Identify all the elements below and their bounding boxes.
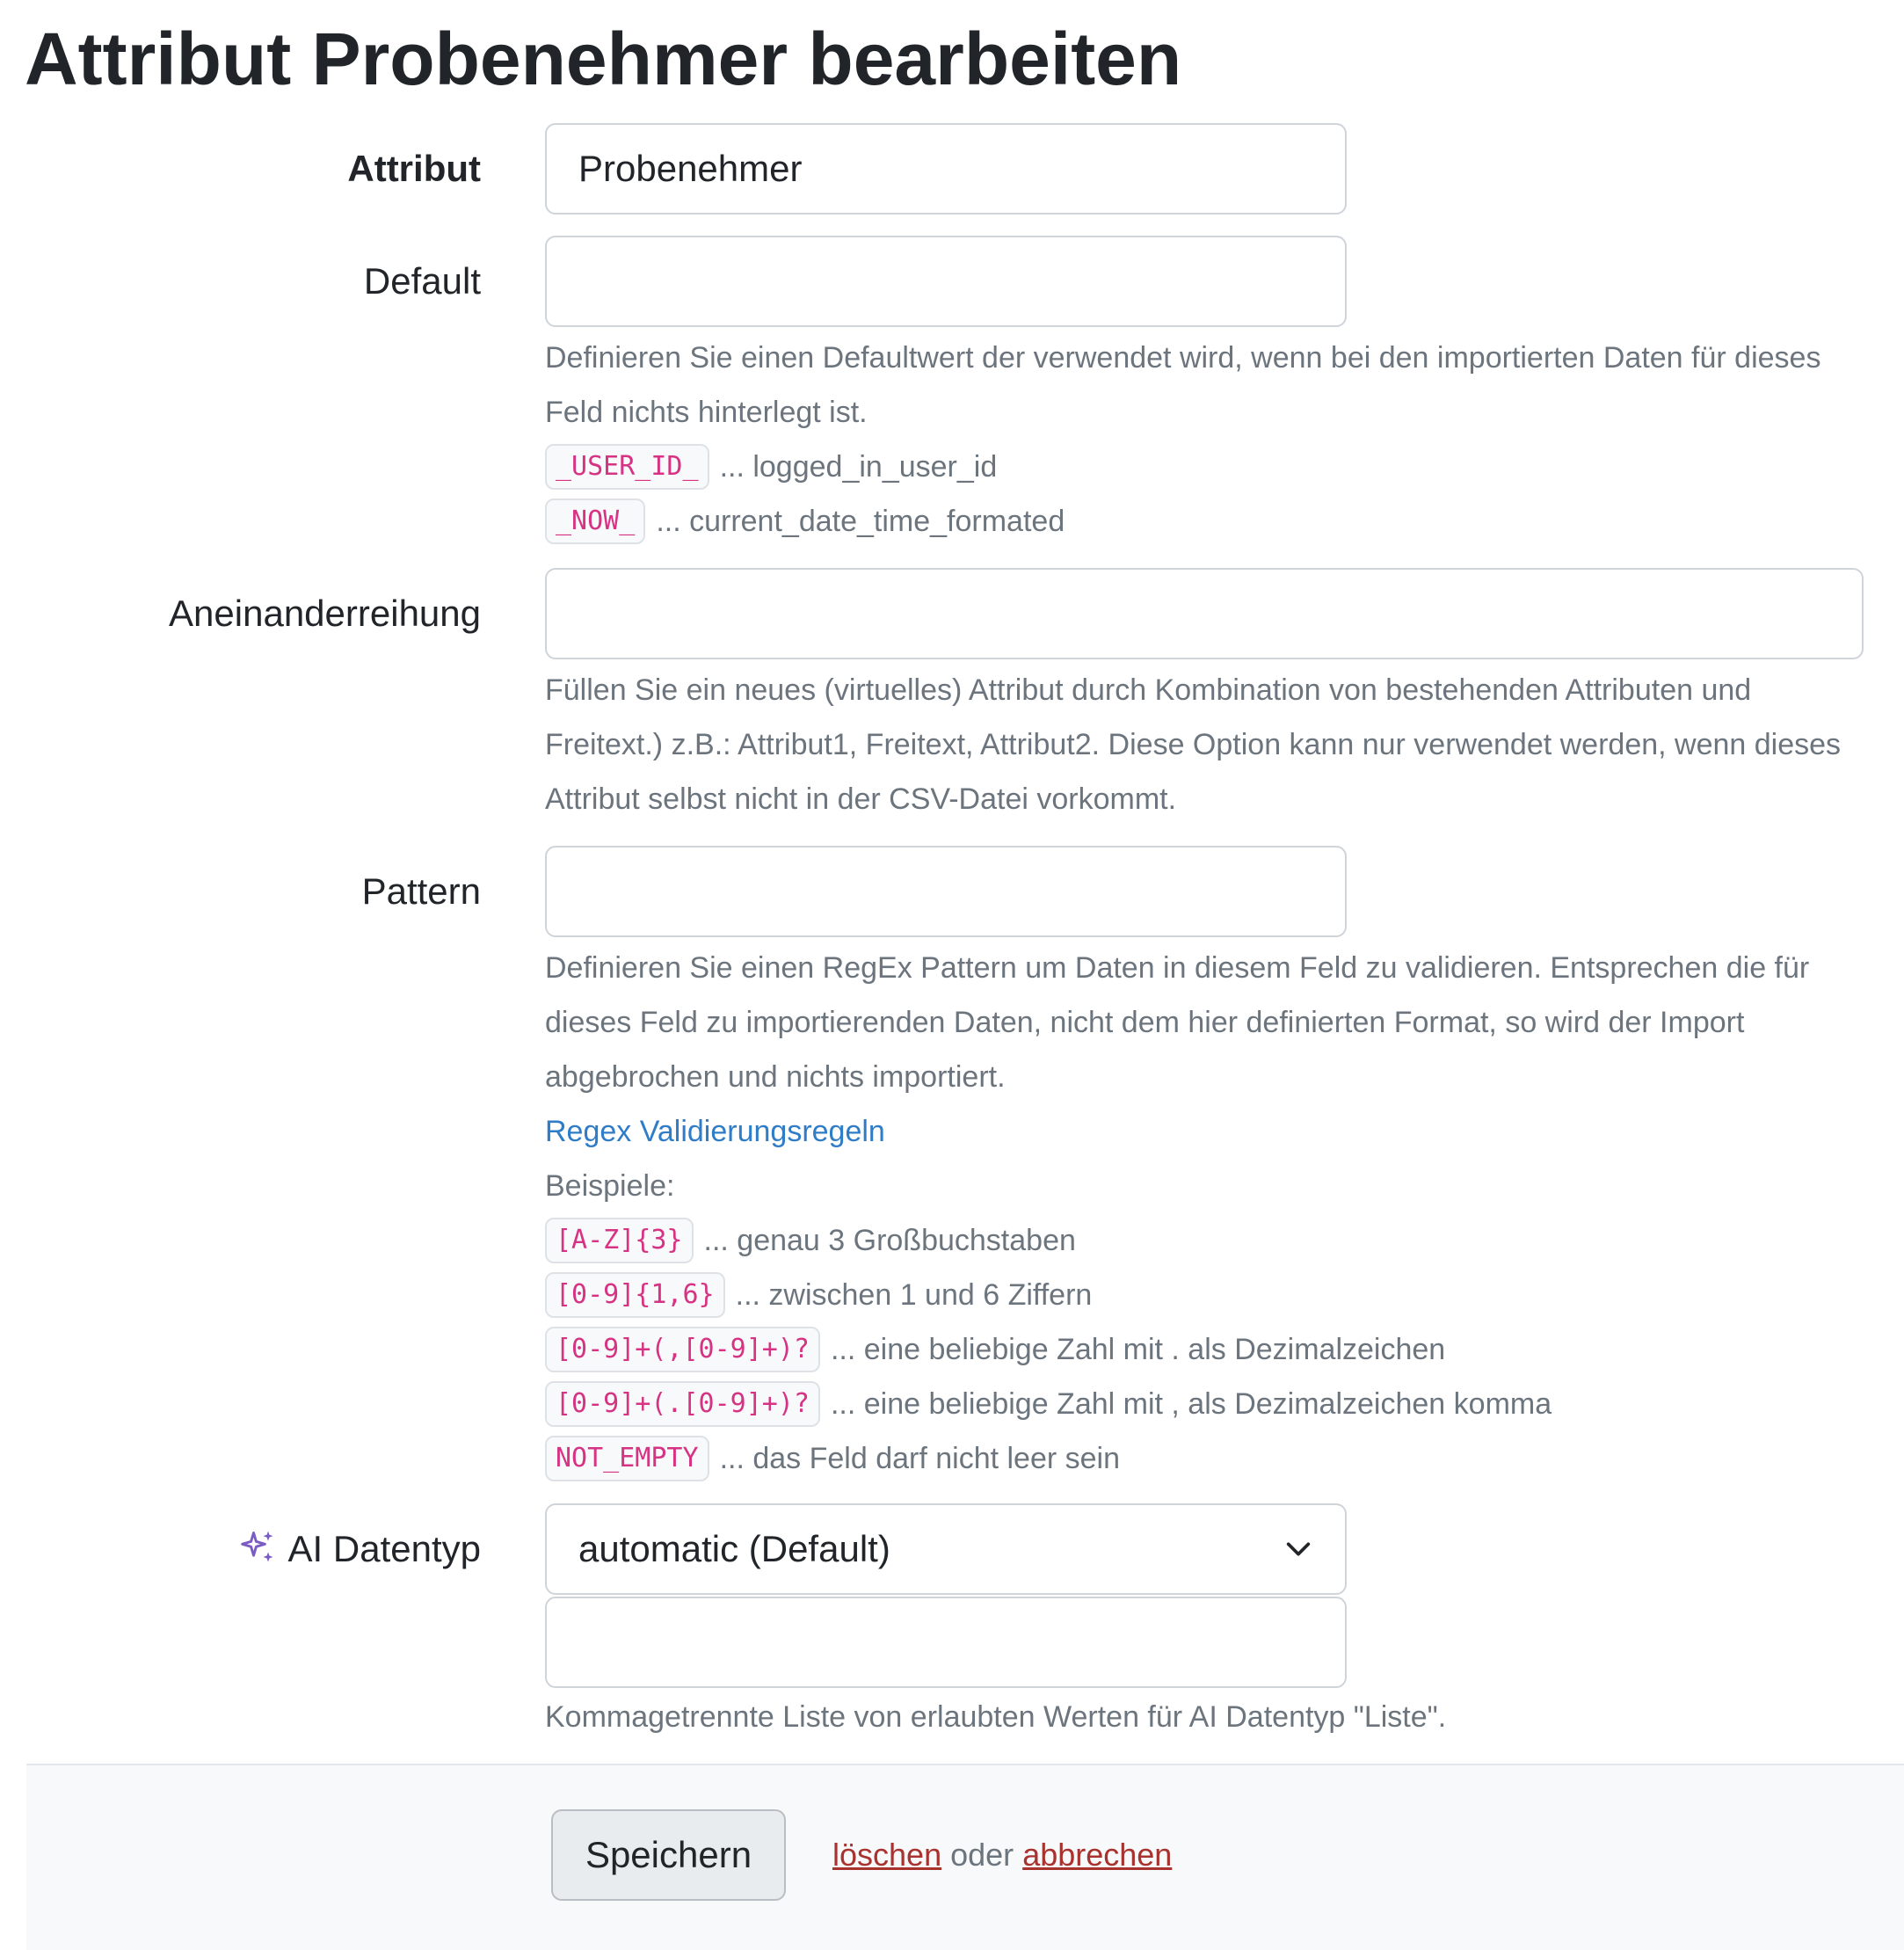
aneinanderreihung-help-text: Füllen Sie ein neues (virtuelles) Attribut durch Kombination von bestehenden Attributen und Freitext.) z.B.: Attribut1, Freitext, Attribut2. Diese Option kann nur verwendet werden, wenn dieses Attribut selbst nicht in der CSV-Datei vorkommt. [545,673,1842,816]
token-code: _USER_ID_ [545,444,709,490]
examples-label: Beispiele: [545,1169,675,1203]
footer-actions [832,1832,1172,1878]
pattern-help [545,941,1864,1486]
example-code: NOT_EMPTY [545,1436,709,1481]
default-input[interactable] [545,236,1347,327]
aneinanderreihung-input[interactable] [545,568,1864,659]
pattern-label: Pattern [361,870,481,912]
form-footer [26,1764,1904,1950]
example-code: [0-9]+(,[0-9]+)? [545,1327,820,1372]
example-code: [0-9]+(.[0-9]+)? [545,1381,820,1427]
regex-rules-link[interactable]: Regex Validierungsregeln [545,1115,885,1148]
or-text: oder [950,1837,1014,1873]
example-desc: ... zwischen 1 und 6 Ziffern [735,1278,1093,1312]
token-desc: ... logged_in_user_id [719,450,998,484]
example-code: [A-Z]{3} [545,1218,694,1263]
default-label: Default [363,260,481,302]
example-row [545,1377,1864,1431]
aneinanderreihung-label: Aneinanderreihung [169,593,481,634]
ai-datentyp-label [239,1524,481,1574]
example-row [545,1268,1864,1322]
example-row [545,1322,1864,1377]
chevron-down-icon [1283,1534,1313,1564]
save-button[interactable]: Speichern [551,1809,786,1901]
ai-datentyp-label-text: AI Datentyp [287,1528,481,1569]
attribut-label: Attribut [347,148,481,189]
example-row [545,1431,1864,1486]
ai-datentyp-selected: automatic (Default) [578,1528,890,1569]
ai-list-input[interactable] [545,1597,1347,1688]
ai-list-help-text: Kommagetrennte Liste von erlaubten Werten für AI Datentyp "Liste". [545,1700,1447,1734]
pattern-help-text: Definieren Sie einen RegEx Pattern um Daten in diesem Feld zu validieren. Entsprechen die für dieses Feld zu importierenden Daten, nicht dem hier definierten Format, so wird der Import abgebrochen und nichts importiert. [545,951,1810,1094]
example-code: [0-9]{1,6} [545,1272,725,1318]
cancel-link[interactable]: abbrechen [1022,1837,1173,1873]
example-desc: ... genau 3 Großbuchstaben [703,1224,1076,1257]
ai-datentyp-select[interactable] [545,1503,1347,1595]
example-desc: ... eine beliebige Zahl mit . als Dezimalzeichen [830,1333,1446,1366]
sparkle-icon [239,1528,278,1567]
page-title: Attribut Probenehmer bearbeiten [25,18,1182,100]
example-desc: ... das Feld darf nicht leer sein [719,1442,1121,1475]
token-code: _NOW_ [545,498,645,544]
aneinanderreihung-help [545,663,1864,826]
token-row [545,440,1864,494]
attribut-input[interactable] [545,123,1347,215]
ai-list-help [545,1690,1864,1744]
example-row [545,1213,1864,1268]
delete-link[interactable]: löschen [832,1837,942,1873]
token-row [545,494,1864,549]
pattern-input[interactable] [545,846,1347,937]
example-desc: ... eine beliebige Zahl mit , als Dezimalzeichen komma [830,1387,1552,1421]
default-help [545,331,1864,549]
token-desc: ... current_date_time_formated [656,505,1065,538]
default-help-text: Definieren Sie einen Defaultwert der verwendet wird, wenn bei den importierten Daten für dieses Feld nichts hinterlegt ist. [545,341,1821,429]
